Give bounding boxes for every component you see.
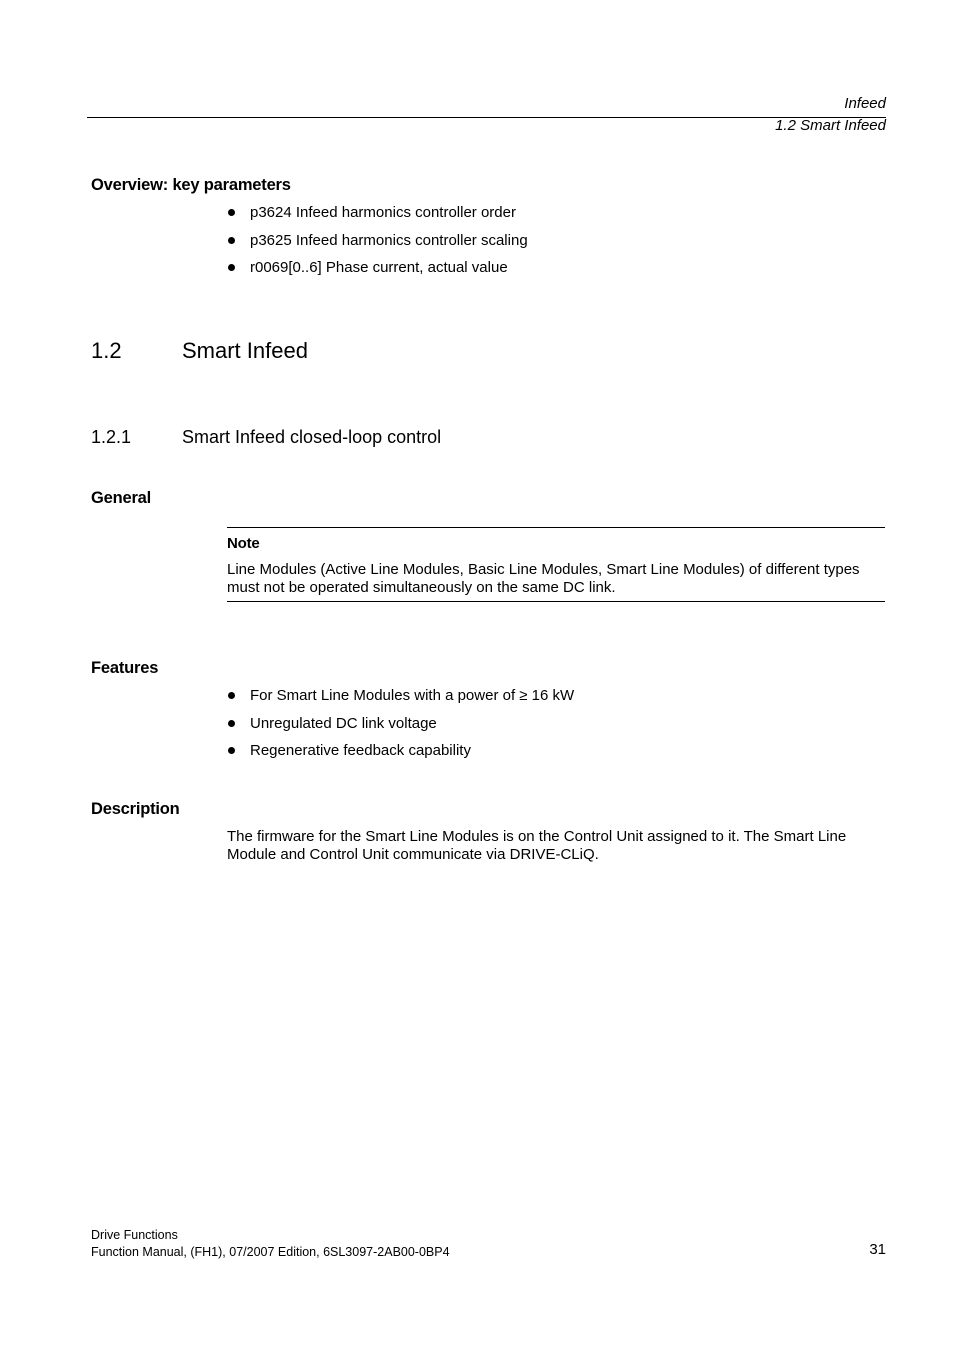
note-title: Note	[227, 535, 260, 552]
general-heading: General	[91, 489, 152, 507]
list-item-text: Regenerative feedback capability	[250, 742, 471, 759]
bullet-icon	[228, 720, 235, 727]
section-title: Smart Infeed	[182, 338, 308, 363]
list-item-text: p3625 Infeed harmonics controller scaling	[250, 231, 528, 249]
header-rule	[87, 117, 886, 118]
description-text: The firmware for the Smart Line Modules is on the Control Unit assigned to it. The Smart Line Module and Control Unit communicate via DRIVE-CLiQ.	[227, 828, 847, 863]
list-item	[227, 682, 574, 710]
note-text: Line Modules (Active Line Modules, Basic Line Modules, Smart Line Modules) of different types must not be operated simultaneously on the same DC link.	[227, 561, 860, 596]
list-item-text: Unregulated DC link voltage	[250, 714, 437, 732]
list-item	[227, 227, 528, 255]
subsection-number: 1.2.1	[91, 427, 132, 447]
footer	[91, 1227, 450, 1261]
list-item	[227, 254, 528, 282]
bullet-icon	[228, 237, 235, 244]
overview-heading: Overview: key parameters	[91, 176, 291, 194]
page-number: 31	[869, 1241, 886, 1258]
list-item	[227, 199, 528, 227]
bullet-icon	[228, 209, 235, 216]
running-header-chapter: Infeed	[844, 95, 886, 112]
bullet-icon	[228, 747, 235, 754]
features-list	[227, 682, 574, 765]
note-box	[227, 527, 885, 602]
section-number: 1.2	[91, 338, 122, 363]
features-heading: Features	[91, 659, 159, 677]
list-item	[227, 710, 574, 738]
subsection-title: Smart Infeed closed-loop control	[182, 427, 442, 447]
list-item-text: p3624 Infeed harmonics controller order	[250, 204, 516, 221]
overview-list	[227, 199, 528, 282]
footer-edition: Function Manual, (FH1), 07/2007 Edition, 6SL3097-2AB00-0BP4	[91, 1245, 450, 1259]
footer-title: Drive Functions	[91, 1228, 178, 1242]
bullet-icon	[228, 692, 235, 699]
running-header-section: 1.2 Smart Infeed	[775, 117, 886, 134]
list-item-text: r0069[0..6] Phase current, actual value	[250, 259, 508, 276]
description-heading: Description	[91, 800, 180, 818]
bullet-icon	[228, 264, 235, 271]
list-item-text: For Smart Line Modules with a power of ≥ 16 kW	[250, 687, 575, 704]
list-item	[227, 737, 574, 765]
